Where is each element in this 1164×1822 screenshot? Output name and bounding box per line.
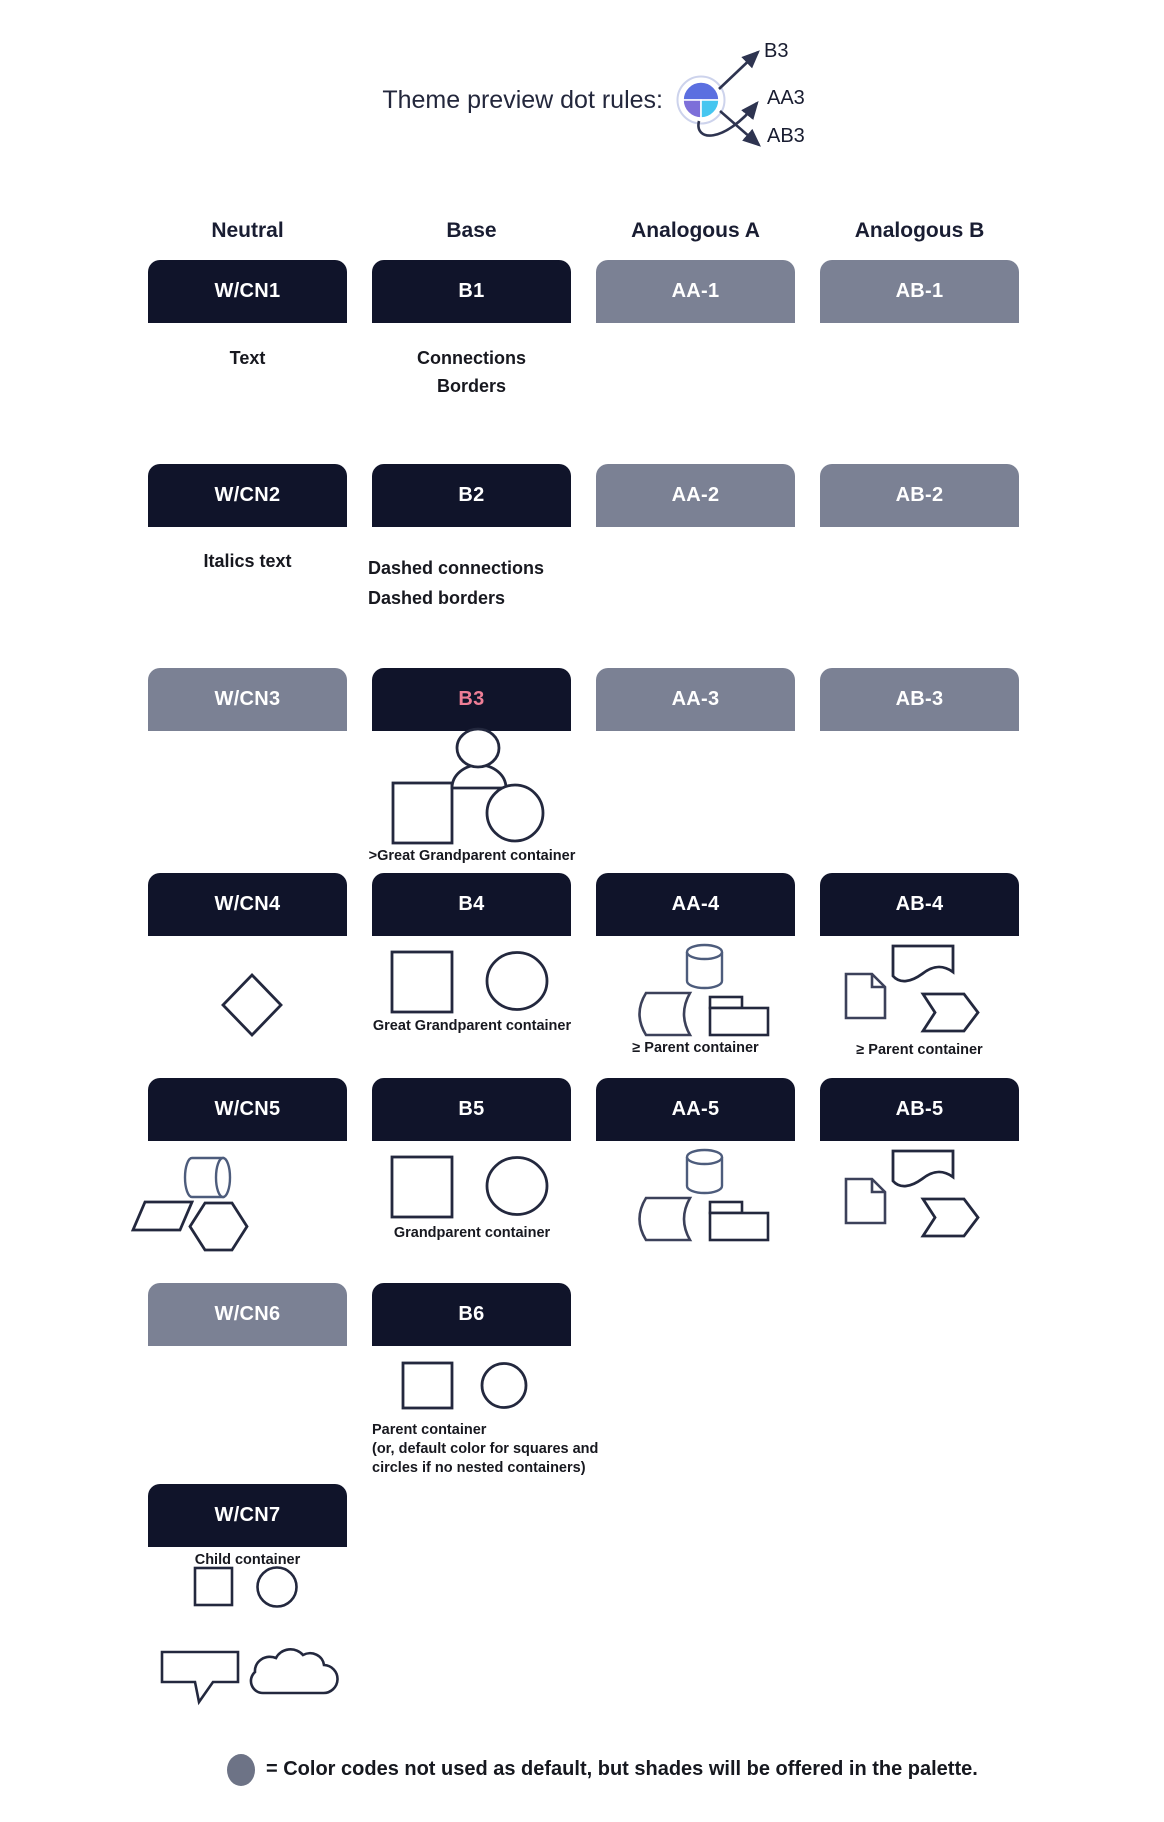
- swatch-wcn4: W/CN4: [148, 873, 347, 936]
- annotation-great-grandparent: Great Grandparent container: [372, 1018, 572, 1034]
- annotation-dashed: [368, 553, 544, 613]
- dot-target-ab3: AB3: [767, 125, 805, 147]
- page-title: Theme preview dot rules:: [382, 86, 663, 114]
- column-header-analogous-b: Analogous B: [854, 219, 985, 242]
- annotation-great-grandparent-gt: >Great Grandparent container: [368, 848, 576, 864]
- swatch-b2: B2: [372, 464, 571, 527]
- annotation-ge-parent-aa: ≥ Parent container: [632, 1040, 759, 1056]
- swatch-ab1: AB-1: [820, 260, 1019, 323]
- square-circle-icon-b5: [385, 1150, 565, 1225]
- swatch-aa1: AA-1: [596, 260, 795, 323]
- annotation-italics-text: Italics text: [203, 551, 292, 571]
- person-square-circle-icon: [380, 722, 560, 847]
- annotation-connections-borders: [372, 344, 571, 400]
- swatch-ab3: AB-3: [820, 668, 1019, 731]
- cylinder-storeddata-package-icon-aa5: [598, 1143, 778, 1253]
- swatch-aa4: AA-4: [596, 873, 795, 936]
- annotation-parent-line2: (or, default color for squares and: [372, 1441, 599, 1457]
- annotation-text: Text: [229, 348, 266, 368]
- annotation-borders: Borders: [436, 376, 507, 396]
- swatch-ab2: AB-2: [820, 464, 1019, 527]
- swatch-wcn6: W/CN6: [148, 1283, 347, 1346]
- annotation-child: Child container: [194, 1552, 301, 1568]
- column-header-base: Base: [446, 219, 497, 242]
- annotation-connections: Connections: [416, 348, 526, 368]
- square-circle-speechbubble-cloud-icon: [155, 1560, 335, 1710]
- swatch-ab5: AB-5: [820, 1078, 1019, 1141]
- swatch-aa2: AA-2: [596, 464, 795, 527]
- annotation-dashed-connections: Dashed connections: [368, 558, 545, 578]
- dot-target-b3: B3: [764, 40, 789, 62]
- theme-preview-dot-icon: [640, 28, 840, 163]
- swatch-b3: B3: [372, 668, 571, 731]
- square-circle-icon-b6: [395, 1358, 545, 1413]
- swatch-b6: B6: [372, 1283, 571, 1346]
- swatch-aa5: AA-5: [596, 1078, 795, 1141]
- legend-text: = Color codes not used as default, but shades will be offered in the palette.: [266, 1758, 978, 1780]
- document-wavydoc-chevron-icon-ab4: [838, 936, 998, 1036]
- annotation-parent-line1: Parent container: [372, 1422, 487, 1438]
- annotation-grandparent: Grandparent container: [393, 1225, 551, 1241]
- swatch-wcn2: W/CN2: [148, 464, 347, 527]
- swatch-wcn5: W/CN5: [148, 1078, 347, 1141]
- cylinder-storeddata-package-icon-aa4: [598, 938, 778, 1048]
- swatch-aa3: AA-3: [596, 668, 795, 731]
- swatch-wcn1: W/CN1: [148, 260, 347, 323]
- annotation-ge-parent-ab: ≥ Parent container: [856, 1042, 983, 1058]
- cylinder-parallelogram-hexagon-icon: [125, 1145, 255, 1255]
- column-header-analogous-a: Analogous A: [631, 219, 760, 242]
- square-circle-icon-b4: [385, 945, 565, 1020]
- swatch-b5: B5: [372, 1078, 571, 1141]
- annotation-dashed-borders: Dashed borders: [368, 588, 506, 608]
- swatch-b1: B1: [372, 260, 571, 323]
- swatch-b4: B4: [372, 873, 571, 936]
- diamond-icon: [215, 975, 295, 1045]
- swatch-ab4: AB-4: [820, 873, 1019, 936]
- swatch-wcn3: W/CN3: [148, 668, 347, 731]
- column-header-neutral: Neutral: [211, 219, 284, 242]
- annotation-parent-line3: circles if no nested containers): [372, 1460, 586, 1476]
- document-wavydoc-chevron-icon-ab5: [838, 1141, 998, 1241]
- dot-target-aa3: AA3: [767, 87, 805, 109]
- legend-dot-icon: [227, 1754, 255, 1786]
- swatch-wcn7: W/CN7: [148, 1484, 347, 1547]
- annotation-parent-block: [372, 1421, 598, 1478]
